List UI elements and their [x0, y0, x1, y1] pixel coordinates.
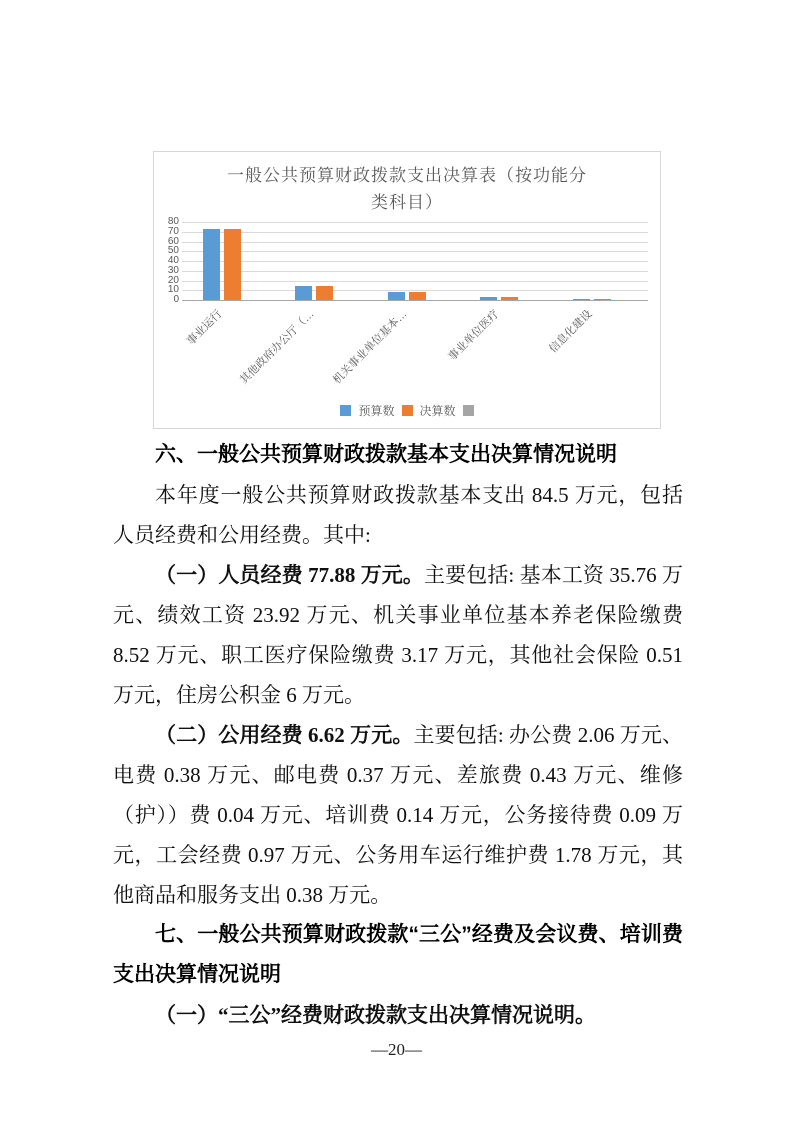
chart-title-line2: 类科目）: [371, 193, 443, 212]
y-tick-label: 50: [167, 245, 179, 257]
y-tick-label: 0: [173, 294, 179, 305]
y-tick-label: 40: [167, 255, 179, 266]
y-tick-label: 30: [167, 264, 179, 276]
bar-budget: [573, 299, 590, 300]
category-label: 机关事业单位基本…: [330, 308, 409, 387]
y-gridline: [182, 242, 648, 243]
document-body: [113, 435, 683, 1035]
legend-swatch: [463, 405, 474, 416]
y-gridline: [182, 261, 648, 262]
public-expense-paragraph: [113, 715, 683, 915]
y-tick-label: 10: [167, 284, 179, 296]
category-label: 事业单位医疗: [446, 308, 502, 364]
chart-title: [154, 162, 660, 216]
chart-title-line1: 一般公共预算财政拨款支出决算表（按功能分: [227, 166, 587, 185]
y-tick-label: 70: [167, 225, 179, 237]
bar-final: [409, 292, 426, 300]
personnel-expense-lead: （一）人员经费 77.88 万元。: [155, 563, 425, 587]
bar-budget: [480, 297, 497, 300]
bar-budget: [388, 292, 405, 300]
y-gridline: [182, 232, 648, 233]
x-axis-line: [182, 300, 648, 301]
bar-final: [224, 229, 241, 300]
sangong-subheading: （一）“三公”经费财政拨款支出决算情况说明。: [155, 1003, 596, 1027]
legend-swatch: [340, 405, 351, 416]
page-number: —20—: [371, 1040, 422, 1059]
section-7-heading: 七、一般公共预算财政拨款“三公”经费及会议费、培训费支出决算情况说明: [113, 923, 683, 986]
section-6-heading: 六、一般公共预算财政拨款基本支出决算情况说明: [155, 443, 617, 466]
y-gridline: [182, 281, 648, 282]
legend-label: 决算数: [419, 404, 456, 418]
y-gridline: [182, 271, 648, 272]
legend-label: 预算数: [358, 404, 395, 418]
y-gridline: [182, 222, 648, 223]
bar-final: [316, 286, 333, 300]
personnel-expense-paragraph: [113, 555, 683, 715]
y-tick-label: 80: [167, 216, 179, 227]
category-label: 其他政府办公厅（…: [237, 308, 317, 387]
personnel-expense-detail: 主要包括: 基本工资 35.76 万元、绩效工资 23.92 万元、机关事业单位基本养老保险缴费 8.52 万元、职工医疗保险缴费 3.17 万元，其他社会保险 0.51 万元，住房公积金 6 万元。: [113, 563, 684, 707]
category-label: 事业运行: [184, 308, 224, 348]
bar-budget: [203, 229, 220, 300]
category-label: 信息化建设: [546, 308, 594, 356]
section-6-paragraph: 本年度一般公共预算财政拨款基本支出 84.5 万元，包括人员经费和公用经费。其中:: [113, 483, 683, 547]
y-tick-label: 20: [167, 274, 179, 286]
bar-final: [501, 297, 518, 300]
budget-expenditure-chart: [153, 151, 661, 429]
bar-final: [594, 299, 611, 300]
bar-budget: [295, 286, 312, 300]
public-expense-lead: （二）公用经费 6.62 万元。: [155, 723, 414, 747]
y-tick-label: 60: [167, 235, 179, 247]
y-gridline: [182, 251, 648, 252]
public-expense-detail: 主要包括: 办公费 2.06 万元、电费 0.38 万元、邮电费 0.37 万元、差旅费 0.43 万元、维修（护））费 0.04 万元、培训费 0.14 万元，公务接待费 0.09 万元，工会经费 0.97 万元、公务用车运行维护费 1.78 万元，其他商品和服务支出 0.38 万元。: [113, 723, 683, 907]
